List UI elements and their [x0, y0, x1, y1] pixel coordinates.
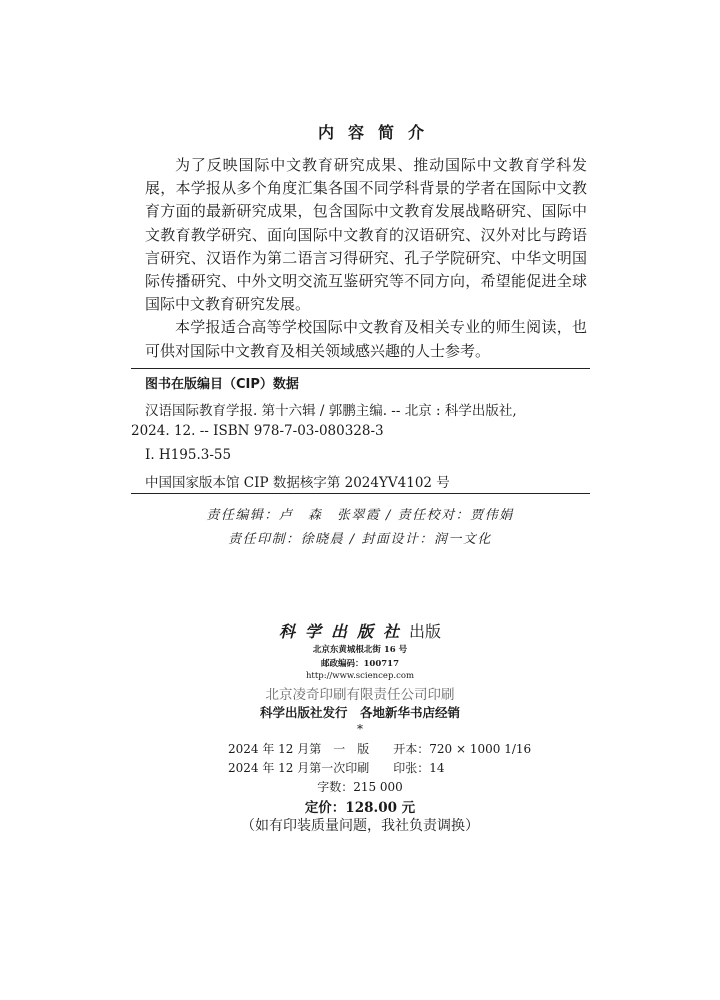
cip-line-3: Ⅰ. H195.3-55	[145, 447, 232, 463]
quality-note: （如有印装质量问题，我社负责调换）	[241, 818, 479, 834]
cip-line-4: 中国国家版本馆 CIP 数据核字第 2024YV4102 号	[145, 475, 450, 491]
publisher-name: 科学出版社	[278, 622, 409, 641]
edition-line-2: 2024 年 12 月第一次印刷 印张：14	[228, 761, 445, 775]
summary-paragraph-2: 本学报适合高等学校国际中文教育及相关专业的师生阅读，也可供对国际中文教育及相关领域感兴趣的人士参考。	[145, 318, 587, 360]
cip-heading: 图书在版编目（CIP）数据	[145, 377, 299, 392]
publisher-url: http://www.sciencep.com	[305, 671, 415, 681]
edition-line-1: 2024 年 12 月第 一 版 开本：720 × 1000 1/16	[228, 742, 532, 756]
summary	[145, 154, 587, 363]
summary-paragraph-1: 为了反映国际中文教育研究成果、推动国际中文教育学科发展，本学报从多个角度汇集各国不同学科背景的学者在国际中文教育方面的最新研究成果，包含国际中文教育发展战略研究、国际中文教育教学研究、面向国际中文教育的汉语研究、汉外对比与跨语言研究、汉语作为第二语言习得研究、孔子学院研究、中华文明国际传播研究、中外文明交流互鉴研究等不同方向，希望能促进全球国际中文教育研究发展。	[145, 156, 587, 314]
price: 定价：128.00 元	[304, 800, 416, 816]
publisher-suffix: 出版	[409, 622, 442, 641]
publisher-postcode: 邮政编码：100717	[321, 659, 399, 669]
cip-line-2: 2024. 12. -- ISBN 978-7-03-080328-3	[131, 423, 384, 439]
word-count: 字数：215 000	[317, 780, 403, 794]
separator-asterisk: *	[357, 722, 363, 736]
distribution: 科学出版社发行 各地新华书店经销	[259, 705, 460, 720]
publisher-line	[0, 619, 720, 642]
publisher-address: 北京东黄城根北街 16 号	[312, 645, 408, 655]
cip-bottom-divider	[131, 493, 590, 494]
cip-line-1: 汉语国际教育学报. 第十六辑 / 郭鹏主编. -- 北京 : 科学出版社,	[145, 403, 517, 419]
credits-line-2: 责任印制：徐晓晨 / 封面设计：润一文化	[228, 532, 492, 547]
credits-line-1: 责任编辑：卢 森 张翠霞 / 责任校对：贾伟娟	[206, 508, 514, 523]
printer: 北京凌奇印刷有限责任公司印刷	[265, 687, 455, 703]
cip-block	[131, 368, 590, 493]
page-title: 内容简介	[317, 123, 438, 142]
